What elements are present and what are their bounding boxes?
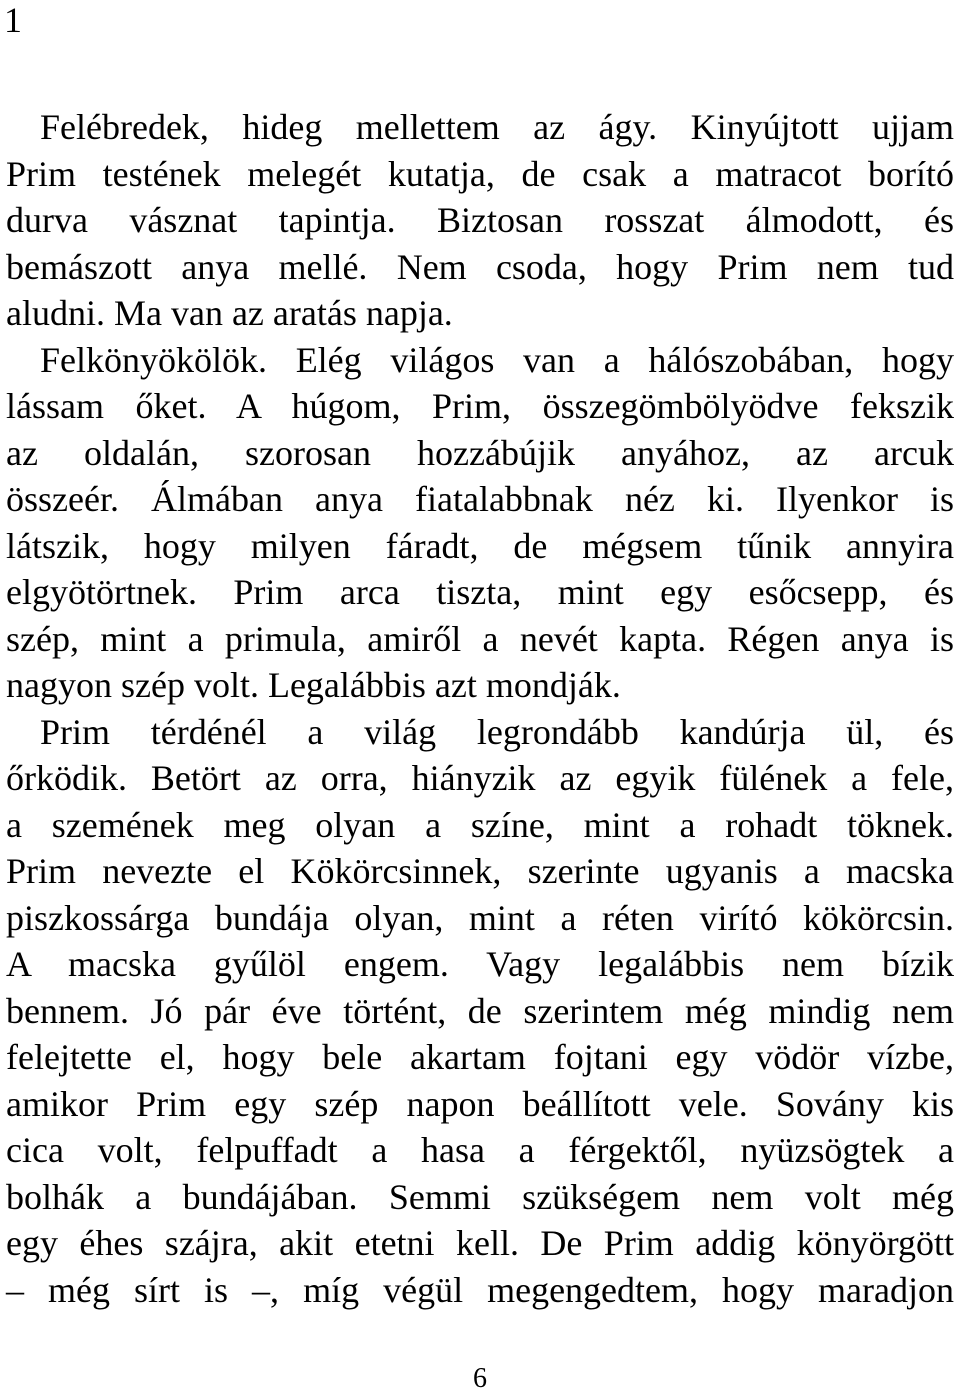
text-line: nagyon szép volt. Legalábbis azt mondják. bbox=[6, 665, 621, 705]
text-line: A macska gyűlöl engem. Vagy legalábbis nem bízik bbox=[6, 944, 954, 984]
text-line: bolhák a bundájában. Semmi szükségem nem volt még bbox=[6, 1176, 954, 1217]
text-line: bemászott anya mellé. Nem csoda, hogy Prim nem tud bbox=[6, 246, 954, 287]
text-line: őrködik. Betört az orra, hiányzik az egyik fülének a fele, bbox=[6, 758, 954, 798]
text-line: felejtette el, hogy bele akartam fojtani egy vödör vízbe, bbox=[6, 1037, 954, 1077]
chapter-number: 1 bbox=[4, 0, 22, 40]
text-line: lássam őket. A húgom, Prim, összegömbölyödve fekszik bbox=[6, 386, 954, 426]
text-line: szép, mint a primula, amiről a nevét kapta. Régen anya is bbox=[6, 618, 954, 659]
text-line: elgyötörtnek. Prim arca tiszta, mint egy esőcsepp, és bbox=[6, 572, 954, 612]
text-line: Prim nevezte el Kökörcsinnek, szerinte ugyanis a macska bbox=[6, 851, 954, 891]
text-line: Felébredek, hideg mellettem az ágy. Kinyújtott ujjam bbox=[40, 107, 954, 147]
text-line: aludni. Ma van az aratás napja. bbox=[6, 293, 453, 333]
text-line: bennem. Jó pár éve történt, de szerintem még mindig nem bbox=[6, 990, 954, 1031]
body-text bbox=[6, 104, 954, 1313]
text-line: Prim testének melegét kutatja, de csak a matracot borító bbox=[6, 153, 954, 194]
text-line: – még sírt is –, míg végül megengedtem, hogy maradjon bbox=[6, 1269, 954, 1310]
page-number: 6 bbox=[473, 1363, 487, 1394]
text-line: cica volt, felpuffadt a hasa a férgektől, nyüzsögtek a bbox=[6, 1130, 954, 1170]
text-line: az oldalán, szorosan hozzábújik anyához, az arcuk bbox=[6, 432, 954, 473]
text-line: Prim térdénél a világ legrondább kandúrja ül, és bbox=[40, 711, 954, 752]
text-line: Felkönyökölök. Elég világos van a hálószobában, hogy bbox=[40, 339, 954, 380]
text-line: látszik, hogy milyen fáradt, de mégsem tűnik annyira bbox=[6, 525, 954, 566]
text-line: piszkossárga bundája olyan, mint a réten virító kökörcsin. bbox=[6, 897, 954, 938]
text-line: amikor Prim egy szép napon beállított vele. Sovány kis bbox=[6, 1083, 954, 1124]
text-line: egy éhes szájra, akit etetni kell. De Prim addig könyörgött bbox=[6, 1223, 954, 1263]
text-line: a szemének meg olyan a színe, mint a rohadt töknek. bbox=[6, 804, 954, 845]
text-line: durva vásznat tapintja. Biztosan rosszat álmodott, és bbox=[6, 200, 954, 240]
text-line: összeér. Álmában anya fiatalabbnak néz ki. Ilyenkor is bbox=[6, 479, 954, 519]
